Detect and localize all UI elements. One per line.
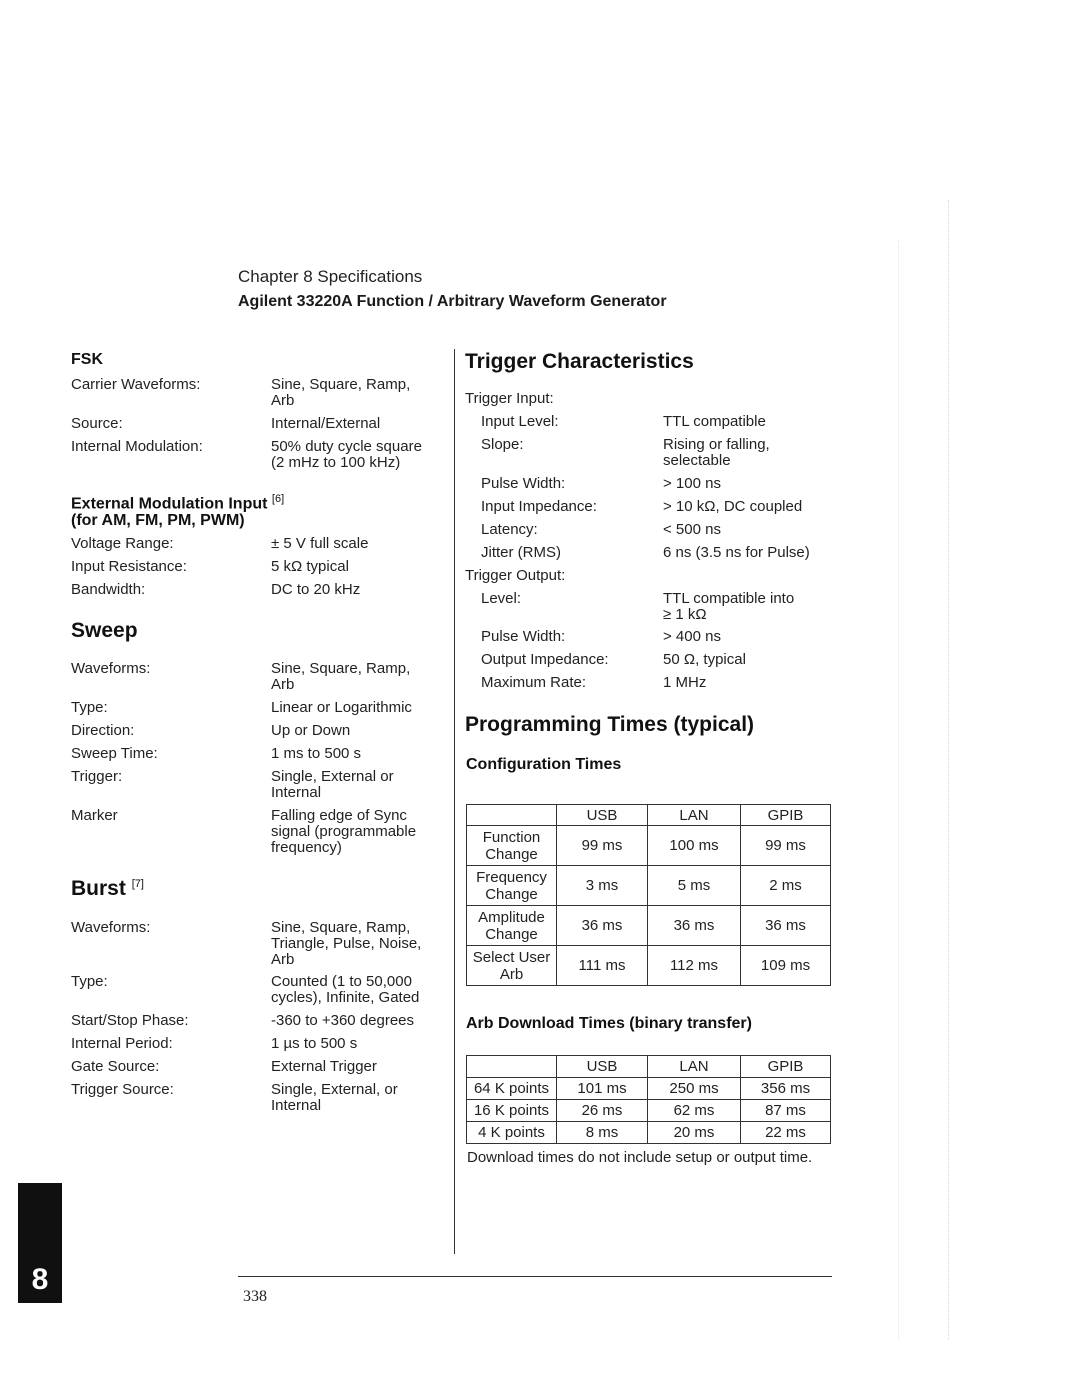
table-cell: 26 ms bbox=[557, 1100, 648, 1122]
sweep-label: Type: bbox=[71, 699, 108, 716]
fsk-label: Internal Modulation: bbox=[71, 438, 203, 455]
trigger-input-row-label: Input Level: bbox=[481, 413, 559, 430]
column-header: LAN bbox=[648, 805, 741, 826]
ext-mod-heading bbox=[71, 491, 284, 529]
table-cell: 62 ms bbox=[648, 1100, 741, 1122]
table-cell: 356 ms bbox=[741, 1078, 831, 1100]
trigger-input-row-label: Pulse Width: bbox=[481, 475, 566, 492]
trigger-input-row-value: < 500 ns bbox=[663, 521, 721, 538]
burst-label: Gate Source: bbox=[71, 1058, 160, 1075]
table-row bbox=[467, 1100, 831, 1122]
table-corner-cell bbox=[467, 805, 557, 826]
row-header: Frequency Change bbox=[467, 866, 557, 906]
trigger-output-row-value: > 400 ns bbox=[663, 628, 721, 645]
config-times-table bbox=[466, 804, 831, 986]
table-cell: 2 ms bbox=[741, 866, 831, 906]
trigger-input-row-label: Input Impedance: bbox=[481, 498, 597, 515]
row-header: Function Change bbox=[467, 826, 557, 866]
fsk-heading: FSK bbox=[71, 351, 103, 368]
margin-artifact bbox=[948, 200, 950, 1340]
page-number: 338 bbox=[243, 1288, 267, 1305]
table-cell: 101 ms bbox=[557, 1078, 648, 1100]
margin-artifact bbox=[898, 240, 929, 1340]
burst-label: Trigger Source: bbox=[71, 1081, 174, 1098]
ext-mod-label: Input Resistance: bbox=[71, 558, 187, 575]
table-header-row bbox=[467, 1056, 831, 1078]
table-row bbox=[467, 1078, 831, 1100]
table-corner-cell bbox=[467, 1056, 557, 1078]
burst-value: -360 to +360 degrees bbox=[271, 1012, 415, 1029]
trigger-input-row-value: 6 ns (3.5 ns for Pulse) bbox=[663, 544, 810, 561]
burst-label: Type: bbox=[71, 973, 108, 990]
table-cell: 111 ms bbox=[557, 946, 648, 986]
document-title: Agilent 33220A Function / Arbitrary Waveform Generator bbox=[238, 293, 667, 310]
fsk-label: Carrier Waveforms: bbox=[71, 376, 201, 393]
column-header: GPIB bbox=[741, 1056, 831, 1078]
burst-value: 1 µs to 500 s bbox=[271, 1035, 358, 1052]
sweep-value: 1 ms to 500 s bbox=[271, 745, 362, 762]
table-cell: 87 ms bbox=[741, 1100, 831, 1122]
row-header: 64 K points bbox=[467, 1078, 557, 1100]
burst-heading bbox=[71, 877, 144, 901]
column-header: USB bbox=[557, 805, 648, 826]
row-header: Amplitude Change bbox=[467, 906, 557, 946]
sweep-label: Sweep Time: bbox=[71, 745, 158, 762]
download-times-note: Download times do not include setup or output time. bbox=[467, 1149, 813, 1166]
sweep-value: Sine, Square, Ramp, Arb bbox=[271, 660, 411, 693]
sweep-value: Single, External or Internal bbox=[271, 768, 394, 801]
trigger-output-label: Trigger Output: bbox=[465, 567, 566, 584]
burst-footnote-ref: [7] bbox=[131, 878, 144, 890]
table-header-row bbox=[467, 805, 831, 826]
chapter-tab-number: 8 bbox=[31, 1263, 49, 1296]
sweep-value: Falling edge of Sync signal (programmable frequency) bbox=[271, 807, 417, 856]
footer-rule bbox=[238, 1276, 832, 1277]
trigger-output-row-label: Level: bbox=[481, 590, 522, 607]
table-cell: 8 ms bbox=[557, 1122, 648, 1144]
sweep-label: Direction: bbox=[71, 722, 135, 739]
column-header: LAN bbox=[648, 1056, 741, 1078]
trigger-output-row-label: Maximum Rate: bbox=[481, 674, 587, 691]
trigger-input-row-value: > 10 kΩ, DC coupled bbox=[663, 498, 803, 515]
trigger-heading: Trigger Characteristics bbox=[465, 350, 694, 373]
sweep-label: Waveforms: bbox=[71, 660, 151, 677]
config-times-heading: Configuration Times bbox=[466, 756, 622, 773]
trigger-output-row-value: TTL compatible into ≥ 1 kΩ bbox=[663, 590, 795, 623]
row-header: 4 K points bbox=[467, 1122, 557, 1144]
trigger-input-label: Trigger Input: bbox=[465, 390, 554, 407]
burst-value: Single, External, or Internal bbox=[271, 1081, 398, 1114]
burst-label: Waveforms: bbox=[71, 919, 151, 936]
fsk-label: Source: bbox=[71, 415, 123, 432]
sweep-value: Up or Down bbox=[271, 722, 351, 739]
burst-label: Internal Period: bbox=[71, 1035, 173, 1052]
chapter-tab bbox=[18, 1183, 62, 1303]
burst-value: Counted (1 to 50,000 cycles), Infinite, Gated bbox=[271, 973, 420, 1006]
row-header: 16 K points bbox=[467, 1100, 557, 1122]
table-row bbox=[467, 946, 831, 986]
fsk-value: 50% duty cycle square (2 mHz to 100 kHz) bbox=[271, 438, 422, 471]
table-cell: 36 ms bbox=[648, 906, 741, 946]
burst-heading-text: Burst bbox=[71, 877, 126, 900]
table-row bbox=[467, 866, 831, 906]
sweep-label: Marker bbox=[71, 807, 118, 824]
table-cell: 99 ms bbox=[557, 826, 648, 866]
table-row bbox=[467, 1122, 831, 1144]
table-cell: 36 ms bbox=[741, 906, 831, 946]
trigger-input-row-value: Rising or falling, selectable bbox=[663, 436, 770, 469]
table-cell: 20 ms bbox=[648, 1122, 741, 1144]
arb-download-heading: Arb Download Times (binary transfer) bbox=[466, 1015, 752, 1032]
trigger-output-row-value: 50 Ω, typical bbox=[663, 651, 746, 668]
table-cell: 36 ms bbox=[557, 906, 648, 946]
table-cell: 22 ms bbox=[741, 1122, 831, 1144]
trigger-output-row-value: 1 MHz bbox=[663, 674, 707, 691]
trigger-output-row-label: Pulse Width: bbox=[481, 628, 566, 645]
trigger-input-row-value: TTL compatible bbox=[663, 413, 766, 430]
trigger-input-row-label: Slope: bbox=[481, 436, 524, 453]
sweep-heading: Sweep bbox=[71, 619, 138, 642]
table-row bbox=[467, 826, 831, 866]
sweep-value: Linear or Logarithmic bbox=[271, 699, 412, 716]
row-header: Select User Arb bbox=[467, 946, 557, 986]
table-cell: 112 ms bbox=[648, 946, 741, 986]
column-header: GPIB bbox=[741, 805, 831, 826]
trigger-input-row-label: Latency: bbox=[481, 521, 538, 538]
table-cell: 250 ms bbox=[648, 1078, 741, 1100]
burst-label: Start/Stop Phase: bbox=[71, 1012, 189, 1029]
table-cell: 99 ms bbox=[741, 826, 831, 866]
table-cell: 5 ms bbox=[648, 866, 741, 906]
arb-download-table bbox=[466, 1055, 831, 1144]
programming-heading: Programming Times (typical) bbox=[465, 713, 755, 736]
trigger-output-row-label: Output Impedance: bbox=[481, 651, 609, 668]
table-cell: 3 ms bbox=[557, 866, 648, 906]
trigger-input-row-label: Jitter (RMS) bbox=[481, 544, 561, 561]
column-divider bbox=[454, 349, 455, 1254]
table-cell: 109 ms bbox=[741, 946, 831, 986]
ext-mod-value: DC to 20 kHz bbox=[271, 581, 361, 598]
column-header: USB bbox=[557, 1056, 648, 1078]
fsk-value: Internal/External bbox=[271, 415, 381, 432]
ext-mod-footnote-ref: [6] bbox=[271, 493, 285, 505]
chapter-heading: Chapter 8 Specifications bbox=[238, 267, 423, 286]
ext-mod-value: 5 kΩ typical bbox=[271, 558, 349, 575]
ext-mod-heading-line1: External Modulation Input bbox=[71, 495, 268, 513]
burst-value: External Trigger bbox=[271, 1058, 377, 1075]
ext-mod-heading-line2: (for AM, FM, PM, PWM) bbox=[71, 512, 245, 530]
burst-value: Sine, Square, Ramp, Triangle, Pulse, Noise, Arb bbox=[271, 919, 422, 968]
table-row bbox=[467, 906, 831, 946]
ext-mod-value: ± 5 V full scale bbox=[271, 535, 369, 552]
sweep-label: Trigger: bbox=[71, 768, 123, 785]
ext-mod-label: Bandwidth: bbox=[71, 581, 146, 598]
ext-mod-label: Voltage Range: bbox=[71, 535, 174, 552]
trigger-input-row-value: > 100 ns bbox=[663, 475, 721, 492]
table-cell: 100 ms bbox=[648, 826, 741, 866]
fsk-value: Sine, Square, Ramp, Arb bbox=[271, 376, 411, 409]
